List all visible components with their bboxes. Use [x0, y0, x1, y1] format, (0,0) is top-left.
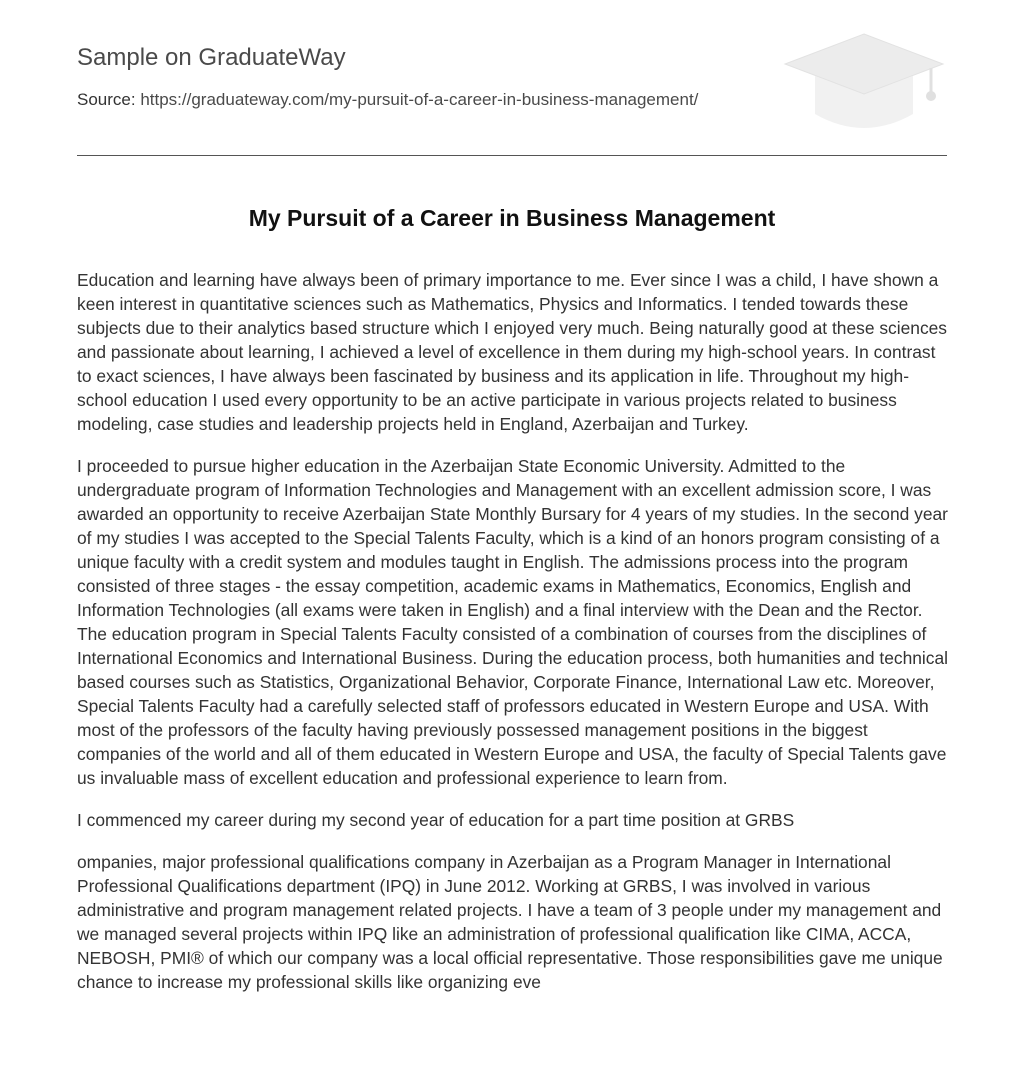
paragraph-1: Education and learning have always been of primary importance to me. Ever since I was a child, I have shown a keen interest in quantitative sciences such as Mathematics, Physics and Informatics. I tended towards these subjects due to their analytics based structure which I enjoyed very much. Being naturally good at these sciences and passionate about learning, I achieved a level of excellence in them during my high-school years. In contrast to exact sciences, I have always been fascinated by business and its application in life. Throughout my high-school education I used every opportunity to be an active participate in various projects related to business modeling, case studies and leadership projects held in England, Azerbaijan and Turkey. — [77, 270, 948, 434]
article-title: My Pursuit of a Career in Business Management — [248, 205, 776, 231]
paragraph-3: I commenced my career during my second year of education for a part time position at GRBS — [77, 810, 795, 830]
article-body — [77, 268, 951, 1012]
graduation-cap-icon — [781, 30, 947, 134]
site-name: Sample on GraduateWay — [77, 44, 346, 71]
paragraph-2: I proceeded to pursue higher education in the Azerbaijan State Economic University. Admitted to the undergraduate program of Information Technologies and Management with an excellent admission score, I was awarded an opportunity to receive Azerbaijan State Monthly Bursary for 4 years of my studies. In the second year of my studies I was accepted to the Special Talents Faculty, which is a kind of an honors program consisting of a unique faculty with a credit system and modules taught in English. The admissions process into the program consisted of three stages - the essay competition, academic exams in Mathematics, Economics, English and Information Technologies (all exams were taken in English) and a final interview with the Dean and the Rector. The education program in Special Talents Faculty consisted of a combination of courses from the disciplines of International Economics and International Business. During the education process, both humanities and technical based courses such as Statistics, Organizational Behavior, Corporate Finance, International Law etc. Moreover, Special Talents Faculty had a carefully selected staff of professors educated in Western Europe and USA. With most of the professors of the faculty having previously possessed management positions in the biggest companies of the world and all of them educated in Western Europe and USA, the faculty of Special Talents gave us invaluable mass of excellent education and professional experience to learn from. — [77, 456, 949, 788]
header-divider — [77, 155, 947, 156]
source-label: Source: — [77, 90, 136, 109]
source-line — [77, 90, 698, 110]
paragraph-4: ompanies, major professional qualifications company in Azerbaijan as a Program Manager in International Professional Qualifications department (IPQ) in June 2012. Working at GRBS, I was involved in various administrative and program management related projects. I have a team of 3 people under my management and we managed several projects within IPQ like an administration of professional qualification like CIMA, ACCA, NEBOSH, PMI® of which our company was a local official representative. Those responsibilities gave me unique chance to increase my professional skills like organizing eve — [77, 852, 943, 992]
source-link[interactable]: https://graduateway.com/my-pursuit-of-a-career-in-business-management/ — [140, 90, 699, 109]
page-header — [77, 0, 947, 156]
